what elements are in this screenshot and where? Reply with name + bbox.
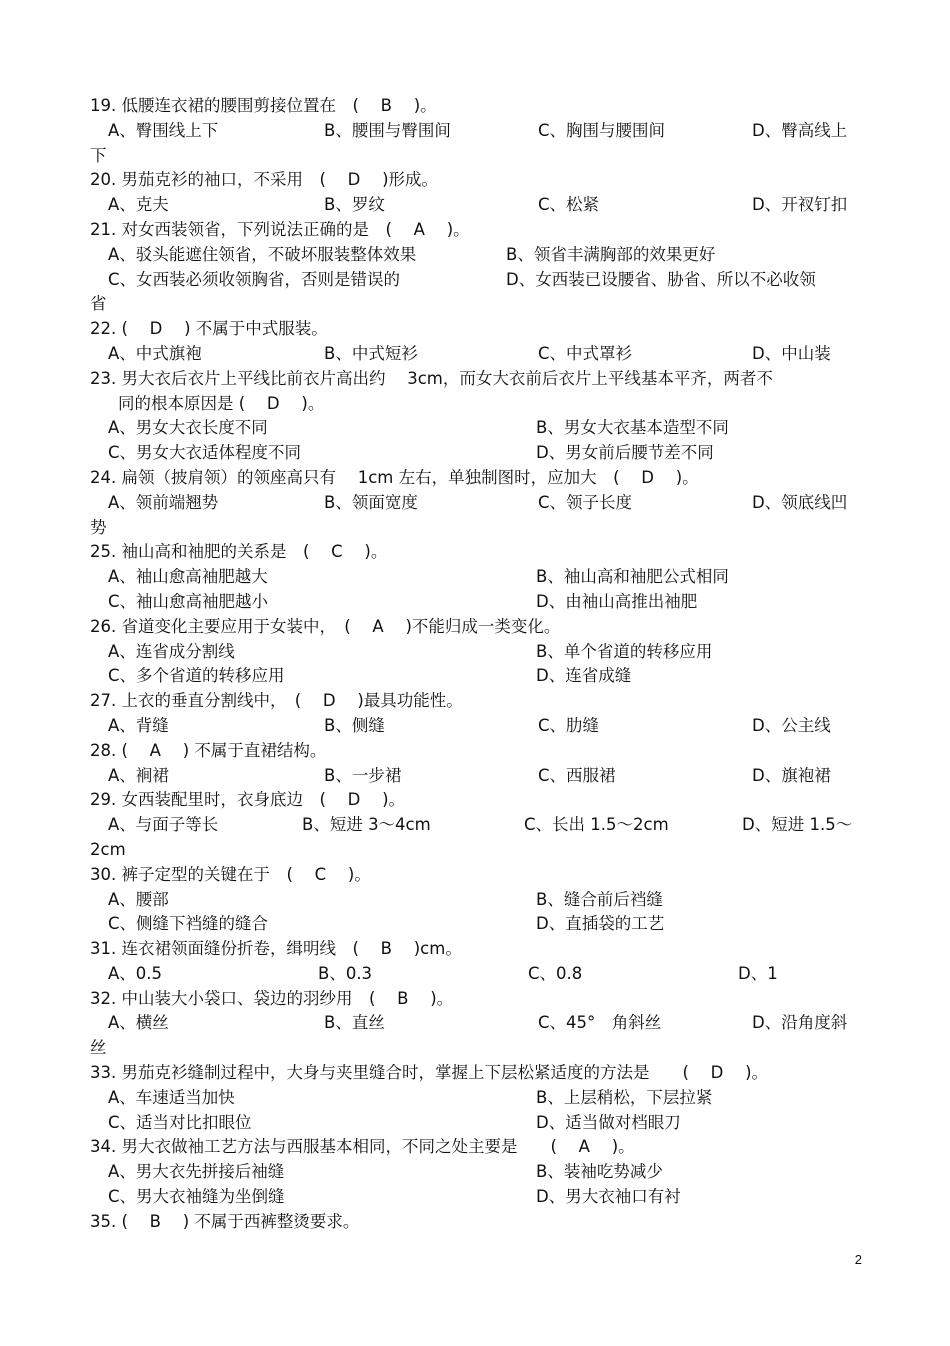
- question-stem: 26. 省道变化主要应用于女装中， ( A )不能归成一类变化。: [90, 616, 561, 636]
- option-a: A、男女大衣长度不同: [108, 418, 268, 438]
- wrapped-text: 同的根本原因是 ( D )。: [118, 393, 325, 413]
- option-b: D、连省成缝: [536, 666, 632, 686]
- option-b: B、中式短衫: [324, 343, 418, 363]
- options-row: [90, 1111, 870, 1136]
- option-b: B、袖山高和袖肥公式相同: [536, 567, 729, 587]
- wrapped-text: 势: [90, 517, 107, 537]
- option-a: A、中式旗袍: [108, 343, 202, 363]
- option-b: B、短进 3～4cm: [302, 815, 431, 835]
- option-a: C、袖山愈高袖肥越小: [108, 591, 269, 611]
- options-row: [90, 1160, 870, 1185]
- options-row: [90, 193, 870, 218]
- options-row: [90, 416, 870, 441]
- option-a: A、男大衣先拼接后袖缝: [108, 1162, 285, 1182]
- question-stem: 34. 男大衣做袖工艺方法与西服基本相同，不同之处主要是 ( A )。: [90, 1137, 635, 1157]
- option-a: A、裥裙: [108, 765, 169, 785]
- options-row: [90, 590, 870, 615]
- options-row: [90, 491, 870, 516]
- option-a: A、驳头能遮住领省，不破坏服装整体效果: [108, 244, 417, 264]
- wrapped-text: 下: [90, 145, 107, 165]
- options-row: [90, 441, 870, 466]
- question-list: [90, 94, 870, 1235]
- option-c: C、西服裙: [538, 765, 616, 785]
- option-a: A、袖山愈高袖肥越大: [108, 567, 268, 587]
- wrapped-text: 丝: [90, 1038, 107, 1058]
- options-row: [90, 119, 870, 144]
- option-b: B、直丝: [324, 1013, 385, 1033]
- options-row: [90, 243, 870, 268]
- options-row: [90, 664, 870, 689]
- option-b: B、装袖吃势减少: [536, 1162, 663, 1182]
- question-stem: 23. 男大衣后衣片上平线比前衣片高出约 3cm，而女大衣前后衣片上平线基本平齐，两者不: [90, 368, 773, 388]
- option-a: A、0.5: [108, 963, 163, 983]
- page-number: 2: [854, 1252, 862, 1267]
- option-c: C、0.8: [528, 963, 583, 983]
- option-b: D、适当做对档眼刀: [536, 1112, 681, 1132]
- option-a: C、男女大衣适体程度不同: [108, 443, 302, 463]
- option-d: D、中山装: [752, 343, 831, 363]
- options-row: [90, 565, 870, 590]
- question-stem: 33. 男茄克衫缝制过程中，大身与夹里缝合时，掌握上下层松紧适度的方法是 ( D )。: [90, 1063, 769, 1083]
- options-row: [90, 1185, 870, 1210]
- option-b: B、上层稍松，下层拉紧: [536, 1087, 713, 1107]
- option-d: D、公主线: [752, 715, 831, 735]
- question-stem: 30. 裤子定型的关键在于 ( C )。: [90, 864, 371, 884]
- question-stem: 29. 女西装配里时，衣身底边 ( D )。: [90, 790, 406, 810]
- question-stem: 27. 上衣的垂直分割线中， ( D )最具功能性。: [90, 691, 463, 711]
- question-stem: 24. 扁领（披肩领）的领座高只有 1cm 左右，单独制图时，应加大 ( D )。: [90, 467, 699, 487]
- option-d: D、短进 1.5～: [742, 815, 853, 835]
- option-d: D、1: [738, 963, 778, 983]
- option-b: B、0.3: [318, 963, 373, 983]
- option-b: D、由袖山高推出袖肥: [536, 591, 698, 611]
- option-a: C、多个省道的转移应用: [108, 666, 285, 686]
- options-row: [90, 1011, 870, 1036]
- options-row: [90, 962, 870, 987]
- question-stem: 25. 袖山高和袖肥的关系是 ( C )。: [90, 542, 388, 562]
- option-b: B、领面宽度: [324, 492, 418, 512]
- option-b: D、直插袋的工艺: [536, 914, 665, 934]
- option-c: C、胸围与腰围间: [538, 120, 666, 140]
- option-b: D、男女前后腰节差不同: [536, 443, 714, 463]
- option-a: C、侧缝下裆缝的缝合: [108, 914, 269, 934]
- question-stem: 32. 中山装大小袋口、袋边的羽纱用 ( B )。: [90, 988, 454, 1008]
- question-stem: 21. 对女西装领省，下列说法正确的是 ( A )。: [90, 219, 470, 239]
- question-stem: 22. ( D ) 不属于中式服装。: [90, 319, 328, 339]
- options-row: [90, 1086, 870, 1111]
- option-a: C、适当对比扣眼位: [108, 1112, 252, 1132]
- option-d: D、旗袍裙: [752, 765, 831, 785]
- option-b: B、单个省道的转移应用: [536, 641, 713, 661]
- wrapped-text: 省: [90, 294, 107, 314]
- option-b: B、缝合前后裆缝: [536, 889, 663, 909]
- option-c: C、长出 1.5～2cm: [524, 815, 669, 835]
- option-c: C、中式罩衫: [538, 343, 633, 363]
- options-row: [90, 342, 870, 367]
- option-b: D、男大衣袖口有衬: [536, 1187, 681, 1207]
- options-row: [90, 888, 870, 913]
- option-a: A、臀围线上下: [108, 120, 219, 140]
- option-b: B、男女大衣基本造型不同: [536, 418, 729, 438]
- options-row: [90, 813, 870, 838]
- option-b: B、侧缝: [324, 715, 385, 735]
- options-row: [90, 268, 870, 293]
- option-d: D、领底线凹: [752, 492, 848, 512]
- option-a: A、横丝: [108, 1013, 169, 1033]
- question-stem: 28. ( A ) 不属于直裙结构。: [90, 740, 327, 760]
- option-a: A、背缝: [108, 715, 169, 735]
- option-b: B、腰围与臀围间: [324, 120, 451, 140]
- option-a: C、女西装必须收领胸省，否则是错误的: [108, 269, 401, 289]
- option-b: B、罗纹: [324, 195, 385, 215]
- option-a: A、车速适当加快: [108, 1087, 235, 1107]
- options-row: [90, 764, 870, 789]
- option-a: A、与面子等长: [108, 815, 219, 835]
- question-stem: 31. 连衣裙领面缝份折卷，缉明线 ( B )cm。: [90, 939, 462, 959]
- option-a: A、腰部: [108, 889, 169, 909]
- option-a: C、男大衣袖缝为坐倒缝: [108, 1187, 285, 1207]
- option-d: D、臀高线上: [752, 120, 848, 140]
- option-c: C、松紧: [538, 195, 600, 215]
- options-row: [90, 714, 870, 739]
- option-c: C、领子长度: [538, 492, 633, 512]
- option-b: D、女西装已设腰省、胁省、所以不必收领: [506, 269, 816, 289]
- option-d: D、开衩钉扣: [752, 195, 848, 215]
- options-row: [90, 912, 870, 937]
- option-c: C、肋缝: [538, 715, 600, 735]
- question-stem: 35. ( B ) 不属于西裤整烫要求。: [90, 1211, 360, 1231]
- option-a: A、连省成分割线: [108, 641, 235, 661]
- option-a: A、克夫: [108, 195, 169, 215]
- question-stem: 20. 男茄克衫的袖口，不采用 ( D )形成。: [90, 170, 439, 190]
- option-b: B、领省丰满胸部的效果更好: [506, 244, 716, 264]
- options-row: [90, 640, 870, 665]
- option-a: A、领前端翘势: [108, 492, 219, 512]
- wrapped-text: 2cm: [90, 839, 126, 859]
- option-c: C、45° 角斜丝: [538, 1013, 662, 1033]
- option-b: B、一步裙: [324, 765, 402, 785]
- option-d: D、沿角度斜: [752, 1013, 848, 1033]
- question-stem: 19. 低腰连衣裙的腰围剪接位置在 ( B )。: [90, 96, 437, 115]
